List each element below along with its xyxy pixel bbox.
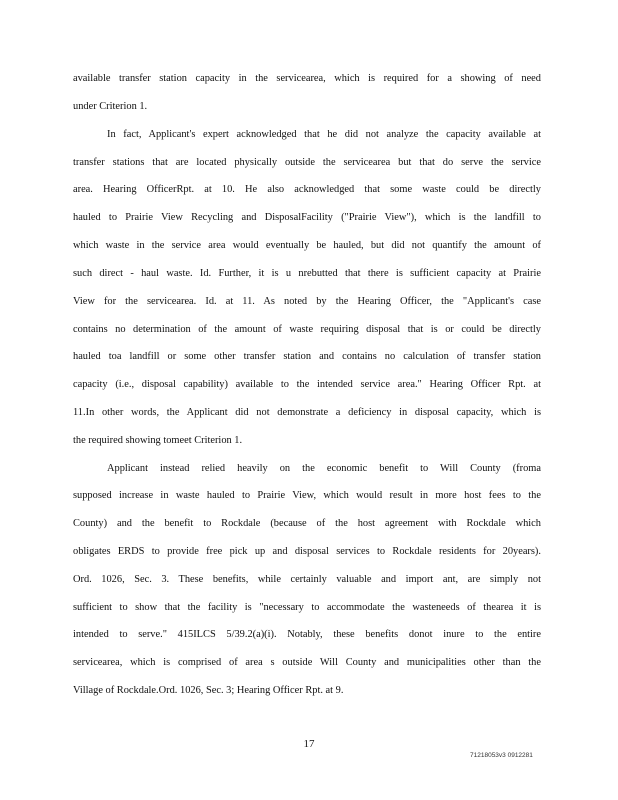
- text-line: hauled to Prairie View Recycling and DisposalFacility ("Prairie View"), which is the landfill to: [73, 212, 541, 223]
- text-line: the required showing tomeet Criterion 1.: [73, 435, 243, 446]
- text-line: In fact, Applicant's expert acknowledged that he did not analyze the capacity available at: [107, 129, 541, 140]
- text-line: County) and the benefit to Rockdale (because of the host agreement with Rockdale which: [73, 518, 541, 529]
- text-line: contains no determination of the amount of waste requiring disposal that is or could be directly: [73, 324, 541, 335]
- text-line: Village of Rockdale.Ord. 1026, Sec. 3; Hearing Officer Rpt. at 9.: [73, 685, 344, 696]
- text-line: capacity (i.e., disposal capability) available to the intended service area." Hearing Officer Rpt. at: [73, 379, 541, 390]
- text-line: such direct - haul waste. Id. Further, it is u nrebutted that there is sufficient capacity at Prairie: [73, 268, 541, 279]
- text-line: area. Hearing OfficerRpt. at 10. He also acknowledged that some waste could be directly: [73, 184, 541, 195]
- text-line: intended to serve." 415ILCS 5/39.2(a)(i). Notably, these benefits donot inure to the entire: [73, 629, 541, 640]
- text-line: transfer stations that are located physically outside the servicearea but that do serve the service: [73, 157, 541, 168]
- text-line: obligates ERDS to provide free pick up and disposal services to Rockdale residents for 20years).: [73, 546, 541, 557]
- text-line: available transfer station capacity in the servicearea, which is required for a showing of need: [73, 73, 541, 84]
- text-line: 11.In other words, the Applicant did not demonstrate a deficiency in disposal capacity, which is: [73, 407, 541, 418]
- text-line: Applicant instead relied heavily on the economic benefit to Will County (froma: [107, 463, 541, 474]
- text-line: which waste in the service area would eventually be hauled, but did not quantify the amount of: [73, 240, 541, 251]
- text-line: View for the servicearea. Id. at 11. As noted by the Hearing Officer, the "Applicant's case: [73, 296, 541, 307]
- text-line: hauled toa landfill or some other transfer station and contains no calculation of transfer station: [73, 351, 541, 362]
- page-number: 17: [303, 738, 315, 750]
- document-id: 71218053v3 0912281: [470, 752, 533, 759]
- text-line: sufficient to show that the facility is "necessary to accommodate the wasteneeds of thearea it is: [73, 602, 541, 613]
- text-line: supposed increase in waste hauled to Prairie View, which would result in more host fees to the: [73, 490, 541, 501]
- text-line: under Criterion 1.: [73, 101, 148, 112]
- text-line: Ord. 1026, Sec. 3. These benefits, while certainly valuable and import ant, are simply not: [73, 574, 541, 585]
- text-line: servicearea, which is comprised of area s outside Will County and municipalities other than the: [73, 657, 541, 668]
